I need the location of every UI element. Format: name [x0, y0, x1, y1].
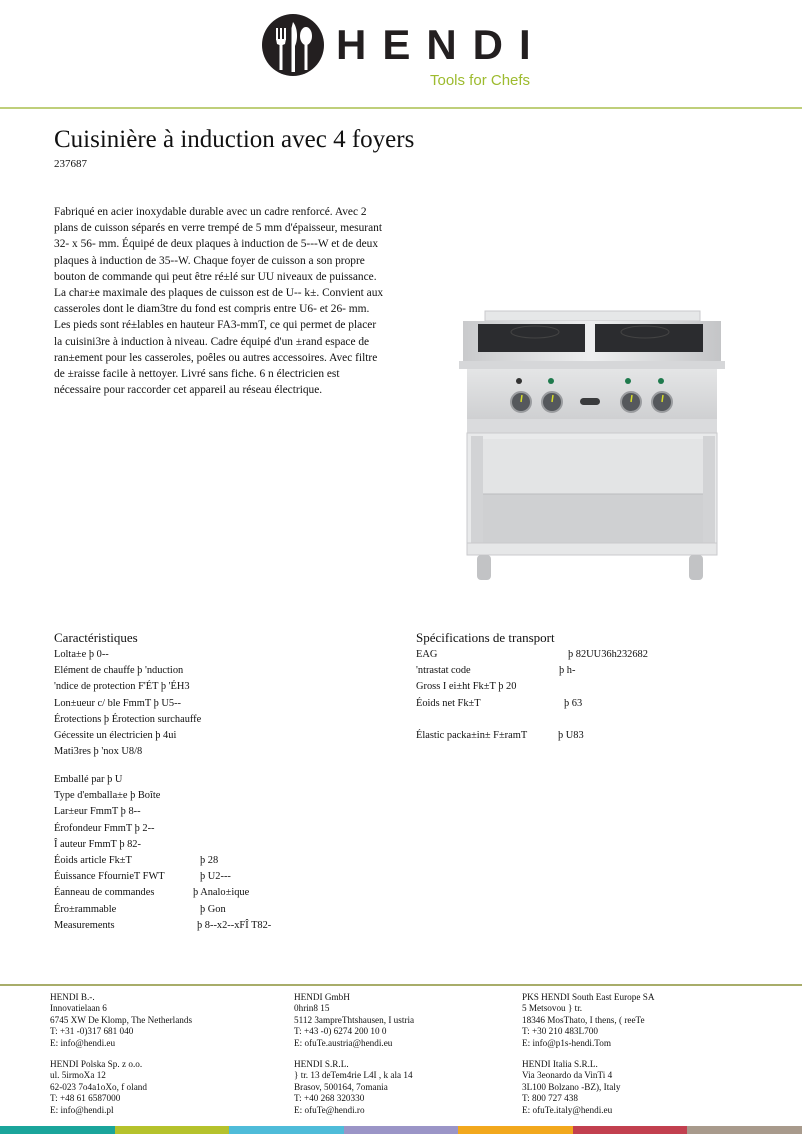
transport-section — [416, 630, 756, 744]
footer-column — [294, 992, 524, 1126]
office-city: 3L100 Bolzano -BZ), Italy — [522, 1081, 621, 1092]
product-sku: 237687 — [54, 158, 87, 170]
office-name: HENDI Polska Sp. z o.o. — [50, 1059, 143, 1070]
spec-row — [416, 696, 756, 712]
office-email[interactable]: E: info@p1s-hendi.Tom — [522, 1037, 611, 1048]
office-city: 18346 MosThato, I thens, ( reeTe — [522, 1014, 645, 1025]
spec-row — [54, 885, 384, 901]
office-phone: T: +31 -0)317 681 040 — [50, 1026, 134, 1037]
spec-row: Mati3res þ 'nox U8/8 — [54, 746, 143, 758]
spec-row: Gécessite un électricien þ 4ui — [54, 729, 177, 741]
office-street: ul. 5irmoXa 12 — [50, 1070, 106, 1081]
spec-label: Measurements — [54, 919, 115, 931]
office-name: HENDI Italia S.R.L. — [522, 1059, 598, 1070]
packaging-list — [54, 772, 384, 934]
cutlery-logo-icon — [262, 14, 324, 76]
brand-name: HENDI — [336, 21, 547, 68]
office-address — [50, 992, 280, 1049]
spec-label: Élastic packa±in± F±ramT — [416, 729, 528, 741]
color-segment — [573, 1126, 688, 1134]
office-street: Innovatielaan 6 — [50, 1003, 107, 1014]
spec-label: Éro±rammable — [54, 903, 117, 915]
office-city: 6745 XW De Klomp, The Netherlands — [50, 1014, 193, 1025]
hendi-logo — [262, 12, 552, 92]
office-email[interactable]: E: ofuTe.italy@hendi.eu — [522, 1104, 613, 1115]
color-segment — [229, 1126, 344, 1134]
spec-label: 'ntrastat code — [416, 665, 471, 677]
page-header — [0, 0, 802, 108]
spec-row: 'ndice de protection F'ÉT þ 'ÉH3 — [54, 681, 190, 693]
office-phone: T: +40 268 320330 — [294, 1093, 365, 1104]
characteristics-list — [54, 647, 384, 760]
transport-title: Spécifications de transport — [416, 630, 555, 645]
product-title: Cuisinière à induction avec 4 foyers — [54, 126, 415, 153]
office-street: } tr. 13 deTem4rie L4I , k ala 14 — [294, 1070, 413, 1081]
spec-value: þ 28 — [200, 854, 219, 866]
office-phone: T: +30 210 483L700 — [522, 1026, 598, 1037]
spec-value: þ U83 — [558, 729, 584, 741]
characteristics-section — [54, 630, 384, 760]
office-city: Brasov, 500164, 7omania — [294, 1081, 388, 1092]
footer-column — [522, 992, 752, 1126]
spec-value: þ 63 — [564, 697, 583, 709]
spec-row: Lon±ueur c/ ble FmmT þ U5-- — [54, 697, 182, 709]
color-segment — [115, 1126, 230, 1134]
spec-row — [54, 853, 384, 869]
office-email[interactable]: E: ofuTe@hendi.ro — [294, 1104, 365, 1115]
color-segment — [687, 1126, 802, 1134]
brand-tagline: Tools for Chefs — [430, 72, 531, 89]
spec-label: EAG — [416, 649, 438, 660]
characteristics-title: Caractéristiques — [54, 630, 138, 645]
office-street: 5 Metsovou } tr. — [522, 1003, 583, 1014]
office-name: PKS HENDI South East Europe SA — [522, 992, 655, 1002]
spec-value: þ h- — [559, 665, 576, 677]
office-address — [522, 992, 752, 1049]
spec-value: þ 82UU36h232682 — [568, 649, 648, 660]
footer-column — [50, 992, 280, 1126]
office-address — [50, 1059, 280, 1116]
office-address — [294, 1059, 524, 1116]
header-divider — [0, 107, 802, 109]
product-description: Fabriqué en acier inoxydable durable avec un cadre renforcé. Avec 2 plans de cuisson séparés en verre trempé de 5 mm d'épaisseur, mesurant 32- x 56- mm. Équipé de deux plaques à induction de 5---W et de deux plaques à induction de 35--W. Chaque foyer de cuisson a son propre bouton de commande qui peut être ré±lé sur UU niveaux de puissance. La char±e maximale des plaques de cuisson est de U-- k±. Convient aux casseroles dont le diam3tre du fond est compris entre U6- et 26- mm. Les pieds sont ré±lables en hauteur FA3-mmT, ce qui permet de placer la cuisini3re à induction à niveau. Cadre équipé d'un ±rand espace de ran±ement pour les casseroles, poêles ou autres accessoires. Avec filtre de ±raisse facile à nettoyer. Livré sans fiche. 6 n électricien est nécessaire pour raccorder cet appareil au réseau électrique. — [54, 206, 384, 397]
spec-row — [416, 728, 756, 744]
spec-label: Éanneau de commandes — [54, 887, 155, 899]
office-city: 5112 3ampreThtshausen, I ustria — [294, 1014, 415, 1025]
office-phone: T: +43 -0) 6274 200 10 0 — [294, 1026, 387, 1037]
color-segment — [344, 1126, 459, 1134]
color-segment — [458, 1126, 573, 1134]
spec-row — [54, 918, 384, 934]
office-address — [294, 992, 524, 1049]
spec-row-empty — [416, 712, 756, 728]
footer-color-bar — [0, 1126, 802, 1134]
spec-value: þ Gon — [200, 903, 226, 915]
packaging-section — [54, 772, 384, 934]
product-image — [455, 306, 730, 591]
office-address — [522, 1059, 752, 1116]
office-name: HENDI S.R.L. — [294, 1059, 349, 1070]
spec-value: þ U2--- — [200, 871, 231, 883]
spec-label: Gross I ei±ht Fk±T þ 20 — [416, 681, 517, 693]
spec-value: þ 8--x2--xFÎ T82- — [197, 919, 272, 931]
office-street: 0hrin8 15 — [294, 1003, 330, 1014]
office-phone: T: 800 727 438 — [522, 1093, 578, 1104]
office-name: HENDI B.-. — [50, 992, 95, 1002]
office-email[interactable]: E: info@hendi.pl — [50, 1104, 114, 1115]
office-name: HENDI GmbH — [294, 992, 350, 1002]
spec-row — [416, 663, 756, 679]
spec-row: Lar±eur FmmT þ 8-- — [54, 806, 141, 818]
office-phone: T: +48 61 6587000 — [50, 1093, 121, 1104]
color-segment — [0, 1126, 115, 1134]
office-city: 62-023 7o4a1oXo, f oland — [50, 1081, 147, 1092]
spec-row: Elément de chauffe þ 'nduction — [54, 665, 184, 677]
spec-row: Érofondeur FmmT þ 2-- — [54, 822, 155, 834]
spec-row — [54, 869, 384, 885]
office-email[interactable]: E: ofuTe.austria@hendi.eu — [294, 1037, 393, 1048]
spec-row: Lolta±e þ 0-- — [54, 649, 109, 660]
spec-label: Éoids article Fk±T — [54, 854, 132, 866]
spec-row: Î auteur FmmT þ 82- — [54, 838, 141, 850]
office-email[interactable]: E: info@hendi.eu — [50, 1037, 116, 1048]
spec-row — [416, 679, 756, 695]
transport-list — [416, 647, 756, 744]
spec-row — [54, 902, 384, 918]
office-street: Via 3eonardo da VinTi 4 — [522, 1070, 613, 1081]
spec-row — [416, 647, 756, 663]
spec-row: Emballé par þ U — [54, 774, 123, 785]
spec-label: Éoids net Fk±T — [416, 697, 481, 709]
spec-row: Érotections þ Érotection surchauffe — [54, 713, 202, 725]
spec-label: Éuissance FfournieT FWT — [54, 871, 165, 883]
spec-value: þ Analo±ique — [193, 887, 250, 899]
footer-divider — [0, 984, 802, 986]
spec-row: Type d'emballa±e þ Boîte — [54, 790, 161, 802]
